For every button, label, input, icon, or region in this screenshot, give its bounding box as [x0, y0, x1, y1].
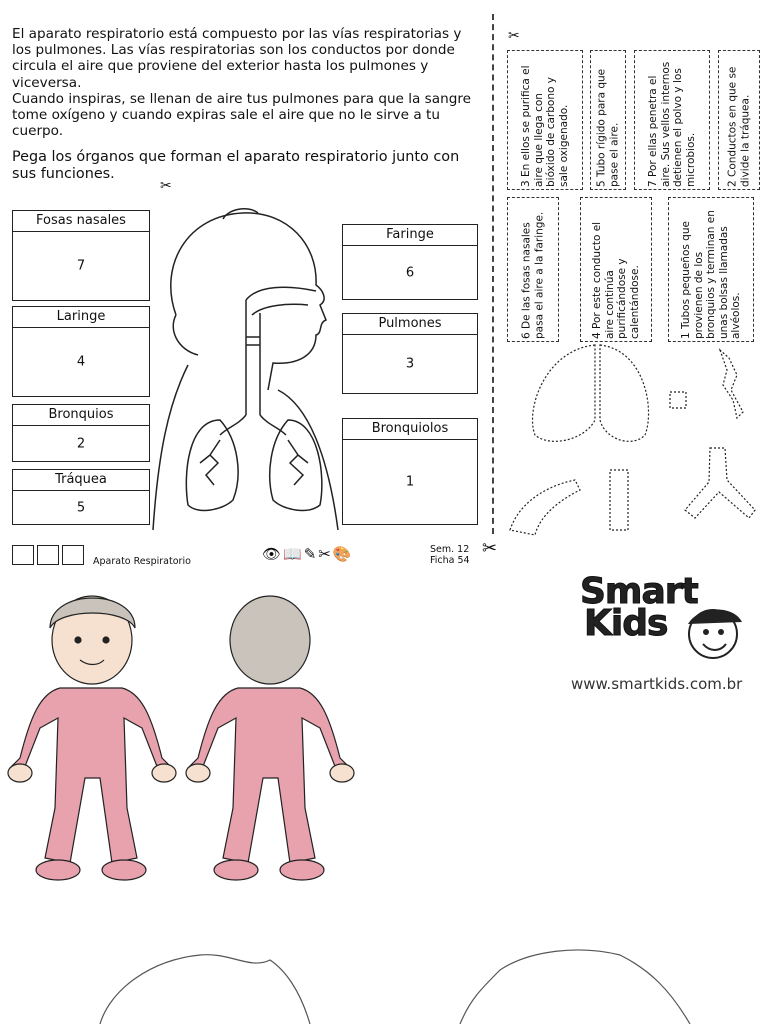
back-hair-outline	[460, 950, 690, 1024]
back-muscle-figure	[186, 596, 354, 880]
cut-line	[492, 14, 494, 534]
instruction-text: Pega los órganos que forman el aparato respiratorio junto con sus funciones.	[12, 149, 460, 183]
trachea-cutout	[610, 470, 628, 530]
bronchioles-cutout	[720, 350, 743, 418]
front-hair-outline	[100, 955, 310, 1024]
larynx-cutout	[670, 392, 686, 408]
tree-icon	[12, 545, 34, 565]
label-pulmones: Pulmones	[342, 313, 478, 335]
function-card-1[interactable]: 1 Tubos pequeños que provienen de los bronquios y terminan en unas bolsas llamadas alvéolos.	[668, 197, 754, 342]
label-faringe: Faringe	[342, 224, 478, 246]
footer-subject-icons	[12, 545, 84, 565]
activity-icons: 👁📖✎✂🎨	[262, 545, 354, 563]
nasal-cavity-cutout	[510, 480, 580, 535]
answer-box-laringe: 4	[12, 327, 150, 397]
hand-icon: ✂	[508, 28, 520, 44]
organ-cutouts	[505, 340, 765, 545]
worker-icon	[37, 545, 59, 565]
lungs-cutout	[533, 345, 649, 441]
label-bronquiolos: Bronquiolos	[342, 418, 478, 440]
answer-box-pulmones: 3	[342, 334, 478, 394]
function-card-3[interactable]: 3 En ellos se purifica el aire que llega con bióxido de carbono y sale oxigenado.	[507, 50, 583, 190]
footer-sem: Sem. 12	[430, 544, 470, 555]
hair-outline-cutouts	[0, 930, 768, 1024]
answer-box-traquea: 5	[12, 490, 150, 525]
mascot-face-icon	[678, 600, 748, 662]
function-card-5[interactable]: 5 Tubo rígido para que pase el aire.	[590, 50, 626, 190]
child-respiratory-illustration	[148, 205, 343, 530]
brand-line-2: Kids	[584, 603, 668, 644]
brand-url: www.smartkids.com.br	[571, 675, 743, 693]
footer-subject: Aparato Respiratorio	[93, 556, 191, 567]
intro-paragraph-2: Cuando inspiras, se llenan de aire tus pulmones para que la sangre tome oxígeno y cuando expiras sale el aire que no le sirve a tu cuerpo.	[12, 90, 471, 140]
scissors-hand-icon: ✂	[160, 178, 172, 194]
brand-line-1: Smart	[580, 571, 698, 612]
function-card-7[interactable]: 7 Por ellas penetra el aire. Sus vellos internos detienen el polvo y los microbios.	[634, 50, 710, 190]
child-icon	[62, 545, 84, 565]
answer-box-bronquiolos: 1	[342, 439, 478, 525]
label-traquea: Tráquea	[12, 469, 150, 491]
muscle-figures	[0, 578, 370, 890]
footer-sheet-info	[430, 544, 470, 566]
intro-text	[12, 26, 482, 183]
function-card-2[interactable]: 2 Conductos en que se divide la tráquea.	[718, 50, 760, 190]
intro-paragraph-1: El aparato respiratorio está compuesto por las vías respiratorias y los pulmones. Las vías respiratorias son los conductos por donde circula el aire que proviene del exterior hasta los pulmones y viceversa.	[12, 26, 462, 91]
answer-box-faringe: 6	[342, 245, 478, 300]
function-card-6[interactable]: 6 De las fosas nasales pasa el aire a la faringe.	[507, 197, 559, 342]
front-muscle-figure	[8, 596, 176, 880]
answer-box-fosas: 7	[12, 231, 150, 301]
scissors-icon: ✂	[482, 538, 498, 559]
function-card-4[interactable]: 4 Por este conducto el aire continúa purificándose y calentándose.	[580, 197, 652, 342]
label-fosas-nasales: Fosas nasales	[12, 210, 150, 232]
label-laringe: Laringe	[12, 306, 150, 328]
bronchi-cutout	[685, 448, 755, 518]
footer-ficha: Ficha 54	[430, 555, 470, 566]
answer-box-bronquios: 2	[12, 425, 150, 462]
label-bronquios: Bronquios	[12, 404, 150, 426]
